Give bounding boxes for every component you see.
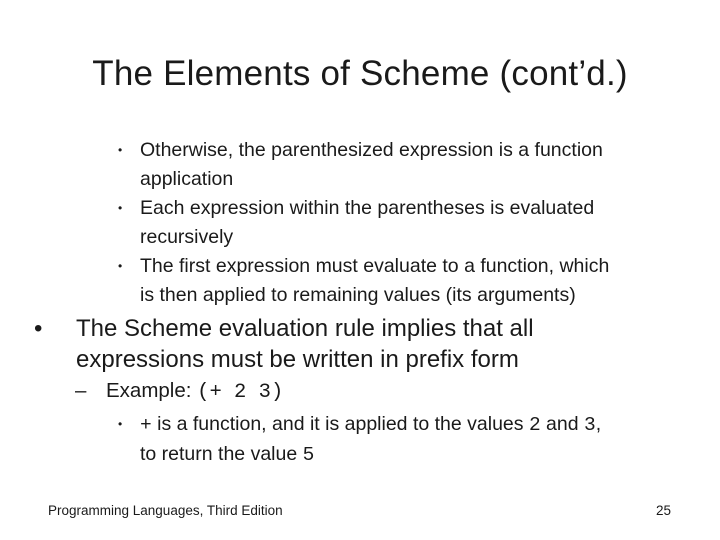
bullet-dot: •	[118, 201, 123, 215]
text-segment: and	[540, 413, 585, 435]
text-segment: to return the value	[140, 443, 303, 465]
list-item-line: recursively	[140, 226, 234, 248]
footer-book-title: Programming Languages, Third Edition	[48, 503, 283, 518]
list-item-text	[140, 136, 698, 194]
list-item-text	[140, 410, 698, 470]
list-item-line: expressions must be written in prefix form	[76, 346, 519, 373]
list-item	[118, 194, 698, 252]
bullet-dot: •	[34, 315, 43, 342]
text-segment: ,	[595, 413, 602, 435]
bullet-dot: •	[118, 143, 123, 157]
list-item	[34, 313, 674, 375]
list-item	[118, 410, 698, 470]
list-item-line: Otherwise, the parenthesized expression is a function	[140, 139, 603, 161]
code-plus: +	[140, 414, 152, 436]
bullet-dot: •	[118, 417, 123, 431]
example-sub-bullet	[118, 410, 698, 470]
code-snippet: (+ 2 3)	[197, 381, 284, 404]
list-item	[118, 136, 698, 194]
list-item-line: The first expression must evaluate to a function, which	[140, 255, 610, 277]
code-five: 5	[302, 444, 315, 466]
code-two: 2	[528, 414, 541, 436]
text-segment: is a function, and it is applied to the values	[151, 413, 529, 435]
list-item-text	[140, 252, 698, 310]
code-three: 3	[584, 414, 596, 436]
list-item-line: Each expression within the parentheses is evaluated	[140, 197, 595, 219]
list-item-line: The Scheme evaluation rule implies that all	[76, 315, 534, 342]
bullet-dash: –	[75, 379, 87, 402]
list-item-line: is then applied to remaining values (its arguments)	[140, 284, 576, 306]
list-item	[118, 252, 698, 310]
footer-page-number: 25	[655, 503, 671, 518]
list-item-text	[106, 377, 675, 407]
slide-title: The Elements of Scheme (cont’d.)	[92, 54, 628, 93]
list-item-line: application	[140, 168, 234, 190]
list-item-text	[76, 313, 674, 375]
list-item	[75, 377, 675, 407]
example-label: Example:	[106, 379, 198, 402]
sub-bullet-list	[118, 136, 698, 310]
list-item-text	[140, 194, 698, 252]
bullet-dot: •	[118, 259, 123, 273]
main-bullet	[34, 313, 674, 375]
example-bullet	[75, 377, 675, 407]
